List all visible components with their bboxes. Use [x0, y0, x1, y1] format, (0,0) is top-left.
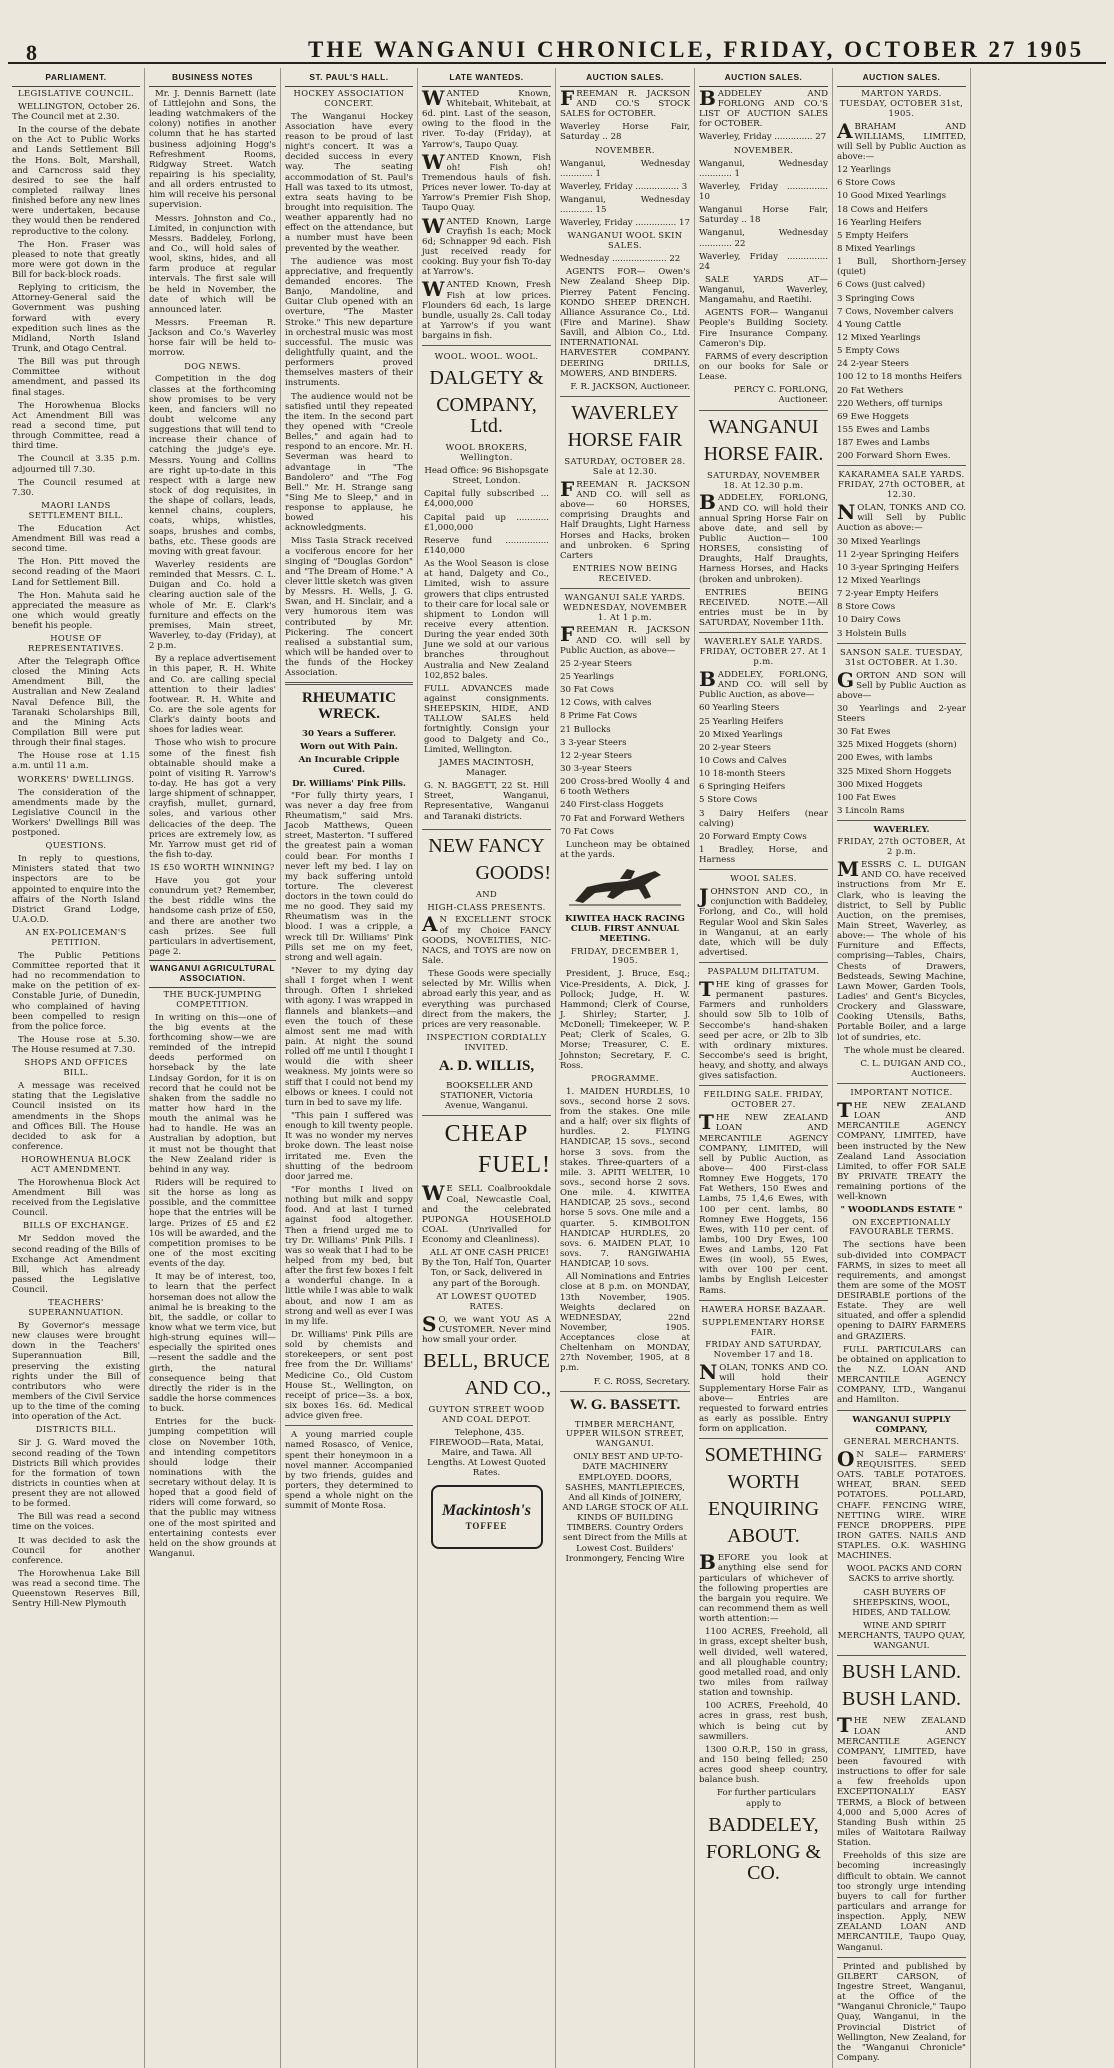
paragraph: President, J. Bruce, Esq.; Vice-Presidents, A. Dick, J. Pollock; Judge, H. W. Hammond; Clerk of Course, J. Shirley; Starter, J. McDonell; Timekeeper, W. P. Peat; Clerk of Scales, G. Morse; Treasurer, C. E. Johnston; Secretary, F. C. Ross.	[560, 969, 690, 1071]
subheading: AN EX-POLICEMAN'S PETITION.	[25, 927, 127, 947]
paragraph: GORTON AND SON will Sell by Public Auction as above—	[837, 667, 966, 701]
stock-line: 20 Mixed Yearlings	[699, 729, 783, 740]
paragraph: Waverley residents are reminded that Messrs. C. L. Duigan and Co. hold a clearing auction sale of the whole of Mr. E. Clark's furniture and effects on the premises, Main street, Waverley, to-day (Friday), at 2 p.m.	[149, 560, 276, 652]
subheading: SHOPS AND OFFICES BILL.	[24, 1057, 128, 1078]
stock-line: 24 2-year Steers	[837, 359, 909, 370]
ad-subline: SATURDAY, NOVEMBER 18. At 12.30 p.m.	[706, 469, 821, 490]
paragraph: SO, we want YOU AS A CUSTOMER. Never mind how small your order.	[422, 1311, 551, 1345]
subheading: HOROWHENUA BLOCK ACT AMENDMENT.	[21, 1154, 131, 1175]
stock-line: 100 Fat Ewes	[837, 792, 896, 803]
sale-date-line: Wanganui, Wednesday ............ 22	[699, 228, 828, 249]
stock-line: 1 Bull, Shorthorn-Jersey (quiet)	[837, 257, 966, 278]
publisher-imprint: Printed and published by GILBERT CARSON, of Ingestre Street, Wanganui, at the Office of the "Wanganui Chronicle," Taupo Quay, Wanganui, in the Provincial District of Wellington, New Zealand, for the "Wanganui Chronicle" Company.	[837, 1961, 966, 2063]
ad-subline: ENTRIES NOW BEING RECEIVED.	[572, 562, 678, 583]
paragraph: The House rose at 5.30. The House resumed at 7.30.	[12, 1035, 140, 1056]
stock-line: 7 Cows, November calvers	[837, 306, 954, 317]
paragraph: 100 ACRES, Freehold, 40 acres in grass, rest bush, which is being cut by sawmillers.	[699, 1701, 828, 1742]
paragraph: The Horowhenua Blocks Act Amendment Bill was read a second time, put through Committee, read a third time.	[12, 400, 140, 452]
paragraph: "For fully thirty years, I was never a day free from Rheumatism," said Mrs. Jacob Matthews, Queen street, Masterton. "I suffered the greatest pain a woman could bear. For months I never left my bed. I lay on my back suffering untold torture. The cleverest doctors in the town could do me no good. They said my Rheumatism was in the blood. I was a cripple, a wreck till Dr. Williams' Pink Pills set me on my feet, strong and well again.	[285, 790, 413, 963]
signature: F. C. ROSS, Secretary.	[593, 1376, 690, 1387]
paragraph: Mr. J. Dennis Barnett (late of Littlejohn and Sons, the leading watchmakers of the colony) notifies in another column that he has started business adjoining Hogg's Refreshment Rooms, Ridgway Street. Watch repairing is his speciality, and all orders entrusted to him will receive his personal supervision.	[149, 88, 276, 211]
paragraph: The Public Petitions Committee reported that it had no recommendation to make on the petition of ex-Constable Jurie, of Dunedin, who complained of having been compelled to resign from the police force.	[12, 950, 140, 1032]
stock-line: 20 Fat Wethers	[837, 385, 904, 396]
ad-headline: COMPANY, Ltd.	[436, 394, 537, 438]
subheading: WORKERS' DWELLINGS.	[17, 773, 135, 784]
ad-headline: CHEAP	[444, 1120, 529, 1147]
subheading: NOVEMBER.	[733, 144, 794, 155]
column-parliament	[8, 68, 145, 2068]
logo-text: Mackintosh's	[442, 1501, 531, 1519]
classified-ad: WANTED Known, Whitebait, Whitebait, at 6d. pint. Last of the season, owing to the flood in the river. To-day (Friday), at Yarrow's, Taupo Quay.	[422, 85, 551, 150]
paragraph: The sections have been sub-divided into COMPACT FARMS, in sizes to meet all requirements, and amongst them are some of the MOST DESIRABLE portions of the Estate. They are well situated, and offer a splendid opening to DAIRY FARMERS and GRAZIERS.	[837, 1240, 966, 1342]
paragraph: NOLAN, TONKS AND CO. will Sell by Public Auction as above:—	[837, 500, 966, 534]
subheading: WANGANUI SUPPLY COMPANY,	[852, 1414, 951, 1435]
paragraph: FREEMAN R. JACKSON AND CO.'S STOCK SALES for OCTOBER.	[560, 85, 690, 120]
column-auction-sales-jackson	[556, 68, 695, 2068]
stock-line: 12 2-year Steers	[560, 750, 632, 761]
paragraph: ABRAHAM AND WILLIAMS, LIMITED, will Sell by Public Auction as above:—	[837, 118, 966, 163]
stock-line: 20 Forward Empty Cows	[699, 831, 807, 842]
stock-line: 4 Young Cattle	[837, 319, 902, 330]
subheading: TEACHERS' SUPERANNUATION.	[28, 1297, 124, 1318]
paragraph: The whole must be cleared.	[844, 1045, 965, 1056]
stock-line: 12 Mixed Yearlings	[837, 333, 921, 344]
paragraph: Have you got your conundrum yet? Remember, the best riddle wins the handsome cash prize of £50, and there are another two cash prizes. See full particulars in advertisement, page 2.	[149, 875, 276, 957]
paragraph: The Hon. Pitt moved the second reading of the Maori Land for Settlement Bill.	[12, 557, 140, 588]
paragraph: SALE YARDS AT— Wanganui, Waverley, Mangamahu, and Raetihi.	[699, 274, 828, 306]
section-heading: WANGANUI AGRICULTURAL ASSOCIATION.	[150, 963, 275, 984]
sale-date-line: Wednesday .................... 22	[560, 254, 681, 265]
paragraph: It may be of interest, too, to learn that the perfect horseman does not allow the animal he is breaking to the bit, the saddle, or collar to know what we term vice, but high-strung equines will—especially the spirited ones—resent the saddle and the girth, the natural consequence being that directly the rider is in the saddle the horse commences to buck.	[149, 1272, 276, 1415]
dalgety-advertisement	[422, 345, 551, 829]
stock-line: 25 2-year Steers	[560, 658, 632, 669]
ad-headline: BUSH LAND.	[842, 1688, 961, 1711]
sale-date-line: Waverley, Friday .............. 27	[699, 132, 827, 143]
paragraph: Mr Seddon moved the second reading of the Bills of Exchange Act Amendment Bill, which has already passed the Legislative Council.	[12, 1234, 140, 1296]
stock-line: 6 Springing Heifers	[699, 782, 786, 793]
ad-headline: SOMETHING	[704, 1444, 823, 1467]
paragraph: Messrs. Johnston and Co., Limited, in conjunction with Messrs. Baddeley, Forlong, and Co., will hold sales of wool, skins, hides, and all farm produce at regular intervals. The first sale will be held in November, the date of which will be announced later.	[149, 213, 276, 315]
stock-line: 21 Bullocks	[560, 724, 611, 735]
logo-text: TOFFEE	[465, 1520, 508, 1531]
stock-line: 10 Good Mixed Yearlings	[837, 191, 947, 202]
subheading: PROGRAMME.	[591, 1072, 659, 1083]
paragraph: In the course of the debate on the Act to Public Works and Lands Settlement Bill the Hons. Bolt, Marshall, and Carncross said they desired to see the half completed railway lines finished before any new lines were undertaken, because they would then be rendered reproductive to the colony.	[12, 125, 140, 237]
paragraph: These Goods were specially selected by Mr. Willis when abroad early this year, and as everything was purchased direct from the makers, the prices are very reasonable.	[422, 969, 551, 1030]
ad-kicker: WOOL. WOOL. WOOL.	[434, 351, 539, 362]
paragraph: In writing on this—one of the big events at the forthcoming show—we are reminded of the intrepid deeds performed on horseback by the late Lindsay Gordon, for it is on record that he could not be shaken from the saddle no matter how hard in the mouth the animal was he had to handle. He was an Australian by adoption, but it must not be thought that the New Zealand rider is behind in any way.	[149, 1012, 276, 1175]
ad-headline: W. G. BASSETT.	[569, 1396, 681, 1413]
paragraph: All Nominations and Entries close at 8 p.m. on MONDAY, 13th November, 1905. Weights declared on WEDNESDAY, 22nd November, 1905. Acceptances close at Cheltenham on MONDAY, 27th November, 1905, at 8 p.m.	[560, 1272, 690, 1374]
paragraph: Miss Tasia Strack received a vociferous encore for her singing of "Douglas Gordon" and "The Dream of Home." A clever little sketch was given by Messrs. H. Wells, J. G. Swan, and H. Sinclair, and a very humorous item was contributed by Mr. Pickering. The concert realised a substantial sum, which will be handed over to the funds of the Hockey Association.	[285, 536, 413, 679]
paragraph: The Wanganui Hockey Association have every reason to be proud of last night's concert. It was a decided success in every way. The seating accommodation of St. Paul's Hall was taxed to its utmost, extra seats having to be brought into requisition. The weather apparently had no effect on the attendance, but a number must have been prevented by the weather.	[285, 111, 413, 254]
stock-line: 1 Bradley, Horse, and Harness	[699, 844, 828, 866]
section-heading: AUCTION SALES.	[724, 72, 803, 82]
signature: F. R. JACKSON, Auctioneer.	[570, 381, 690, 392]
ad-headline: A. D. WILLIS,	[438, 1057, 535, 1074]
stock-line: 240 First-class Hoggets	[560, 800, 664, 811]
ad-headline: WAVERLEY	[571, 402, 679, 424]
sale-date-line: Waverley, Friday ............... 24	[699, 251, 828, 272]
subheading: LEGISLATIVE COUNCIL.	[18, 87, 134, 98]
ad-subline: INSPECTION CORDIALLY INVITED.	[426, 1032, 547, 1052]
ad-headline: GOODS!	[475, 861, 551, 884]
stock-line: 325 Mixed Shorn Hoggets	[837, 766, 952, 777]
stock-line: 16 Yearling Heifers	[837, 217, 922, 228]
paragraph: "For months I lived on nothing but milk and soppy food. And at last I turned against food altogether. Then a friend urged me to try Dr. Williams' Pink Pills. I was so weak that I had to be helped from my bed, but after the first few boxes I felt a wonderful change. In a little while I was able to walk about, and now I am as strong and well as ever I was in my life.	[285, 1185, 413, 1327]
paragraph: The Horowhenua Lake Bill was read a second time. The Queenstown Reserves Bill, Sentry Hill-New Plymouth	[12, 1569, 140, 1610]
ad-headline: HORSE FAIR.	[703, 442, 824, 465]
sale-date-line: Waverley Horse Fair, Saturday .. 28	[560, 122, 690, 143]
paragraph: A message was received stating that the Legislative Council insisted on its amendments in the Shops and Offices Bill. The House decided to ask for a conference.	[12, 1081, 140, 1152]
paragraph: BADDELEY, FORLONG, AND CO. will hold their annual Spring Horse Fair on above date, and sell by Public Auction— 100 HORSES, consisting of Draughts, Half Draughts, Harness Horses, and Hacks (broken and unbroken).	[699, 490, 828, 585]
signature: JAMES MACINTOSH, Manager.	[439, 757, 534, 778]
paragraph: ALL AT ONE CASH PRICE! By the Ton, Half Ton, Quarter Ton, or Sack, delivered in any part of the Borough.	[422, 1248, 551, 1289]
subheading: IS £50 WORTH WINNING?	[150, 862, 275, 873]
paragraph: The Hon. Mahuta said he appreciated the measure as one which would greatly benefit his people.	[12, 590, 140, 632]
stock-line: 70 Fat and Forward Wethers	[560, 813, 685, 824]
paragraph: Head Office: 96 Bishopsgate Street, London.	[424, 466, 549, 487]
stock-line: 200 Cross-bred Woolly 4 and 6 tooth Wethers	[560, 777, 690, 798]
paragraph: Riders will be required to sit the horse as long as possible, and the committee hope that the entries will be large. Prizes of £5 and £2 10s will be awarded, and the competition promises to be one of the most exciting events of the day.	[149, 1177, 276, 1270]
subheading: SANSON SALE. TUESDAY, 31st OCTOBER. At 1.30.	[840, 646, 963, 667]
subheading: FRIDAY AND SATURDAY, November 17 and 18.	[705, 1339, 822, 1360]
stock-line: 25 Yearlings	[560, 672, 614, 683]
capital-line: Capital fully subscribed ... £4,000,000	[424, 489, 549, 510]
subheading: HOUSE OF REPRESENTATIVES.	[28, 633, 124, 654]
paragraph: It was decided to ask the Council for another conference.	[12, 1535, 140, 1566]
stock-line: 5 Store Cows	[699, 795, 758, 806]
paragraph: BADDELEY, FORLONG, AND CO. will sell by Public Auction, as above—	[699, 666, 828, 701]
paragraph: WELLINGTON, October 26. The Council met at 2.30.	[12, 101, 140, 122]
ad-headline: AND CO.,	[464, 1377, 551, 1399]
ad-headline: BELL, BRUCE	[423, 1350, 550, 1372]
stock-line: 3 3-year Steers	[560, 737, 627, 748]
paragraph: FREEMAN R. JACKSON AND CO. will sell by Public Auction, as above—	[560, 622, 690, 656]
paragraph: 1. MAIDEN HURDLES, 10 sovs., second horse 2 sovs. from the stakes. One mile and a half; over six flights of hurdles. 2. FLYING HANDICAP, 15 sovs., second horse 3 sovs. from the stakes. Three-quarters of a mile. 3. APITI WELTER, 10 sovs., second horse 2 sovs. One mile. 4. KIWITEA HANDICAP, 25 sovs., second horse 5 sovs. One mile and a quarter. 5. KIMBOLTON HANDICAP HURDLES, 20 sovs. 6. MAIDEN PLAT, 10 sovs. 7. RANGIWAHIA HANDICAP, 10 sovs.	[560, 1086, 690, 1270]
page-columns	[8, 68, 1106, 2063]
paragraph: NOLAN, TONKS AND CO. will hold their Supplementary Horse Fair as above— Entries are requested to forward entries as early as possible. Entry form on application.	[699, 1360, 828, 1435]
subheading: QUESTIONS.	[45, 840, 107, 851]
stock-line: 155 Ewes and Lambs	[837, 425, 930, 435]
paragraph: ON SALE— FARMERS' REQUISITES. SEED OATS. TABLE POTATOES. WHEAT, BRAN. SEED POTATOES. POLLARD, CHAFF. FENCING WIRE, NETTING WIRE. WIRE FENCE DROPPERS. PIPE IRON GATES. NAILS AND STAPLES. O.K. WASHING MACHINES.	[837, 1446, 966, 1562]
stock-line: 12 Cows, with calves	[560, 698, 652, 709]
stock-line: 220 Wethers, off turnips	[837, 398, 943, 409]
paragraph: "Never to my dying day shall I forget when I went through. Often I shrieked with agony. I was wrapped in flannels and blankets—and even the touch of these almost sent me mad with pain. At night the sound rolled off me until I thought I would die with sheer weakness. My joints were so stiff that I could not bend my elbows or knees. I could not turn in bed to save my life.	[285, 966, 413, 1108]
paragraph: Entries for the buck-jumping competition will close on November 10th, and intending competitors should lodge their nominations with the secretary without delay. It is hoped that a good field of riders will come forward, so that the public may witness one of the most spirited and entertaining contests ever held on the show grounds at Wanganui.	[149, 1417, 276, 1560]
stock-line: 6 Cows (just calved)	[837, 280, 926, 291]
stock-line: 12 Yearlings	[837, 165, 891, 176]
ad-subline: 30 Years a Sufferer.	[302, 728, 396, 739]
paragraph: The Bill was put through Committee without amendment, and passed its final stages.	[12, 357, 140, 398]
ad-subline: TIMBER MERCHANT, UPPER WILSON STREET, WANGANUI.	[565, 1418, 685, 1449]
stock-line: 60 Yearling Steers	[699, 703, 780, 714]
paragraph: THE NEW ZEALAND LOAN AND MERCANTILE AGENCY COMPANY, LIMITED, will sell by Public Auction, as above— 400 First-class Romney Ewe Hoggets, 170 Fat Wethers, 150 Ewes and Lambs, 75 1,4,6 Ewes, with 100 per cent. lambs, 80 Romney Ewe Hoggets, 156 Ewes, with 110 per cent. of lambs, 100 Dry Ewes, 100 Ewes and Lambs, 120 Fat Ewes (in wool), 55 Ewes, with over 100 per cent. lambs by English Leicester Rams.	[699, 1110, 828, 1296]
subheading: WANGANUI SALE YARDS. WEDNESDAY, NOVEMBER 1. At 1 p.m.	[563, 591, 687, 622]
ad-subline: An Incurable Cripple Cured.	[298, 755, 400, 776]
signature: PERCY C. FORLONG, Auctioneer.	[733, 385, 828, 406]
paragraph: FULL PARTICULARS can be obtained on application to the N.Z. LOAN AND MERCANTILE AGENCY COMPANY, LTD., Wanganui and Hamilton.	[837, 1344, 966, 1406]
classified-ad: WANTED Known, Fresh Fish at low prices. Flounders 6d each, 1s large bundle, usually 2s. Call today at Yarrow's if you want bargains in fish.	[422, 277, 551, 342]
paragraph: WINE AND SPIRIT MERCHANTS, TAUPO QUAY, WANGANUI.	[837, 1621, 966, 1652]
column-st-pauls-hall	[281, 68, 418, 2068]
stock-line: 3 Springing Cows	[837, 293, 915, 304]
paragraph: AGENTS FOR— Owen's New Zealand Sheep Dip. Pierrey Patent Fencing. KONDO SHEEP DRENCH. Alliance Assurance Co., Ltd. (Fire and Marine). Shaw Savill, and Albion Co., Ltd. INTERNATIONAL HARVESTER COMPANY. DEERING DRILLS, MOWERS, AND BINDERS.	[560, 267, 690, 379]
paragraph: ENTRIES BEING RECEIVED. NOTE.—All entries must be in by SATURDAY, November 11th.	[699, 587, 828, 629]
paragraph: As the Wool Season is close at hand, Dalgety and Co., Limited, wish to assure growers that clips entrusted to their care for local sale or shipment to London will receive every attention. During the year ended 30th June we sold at our various branches throughout Australia and New Zealand 102,852 bales.	[424, 559, 549, 681]
stock-line: 30 Fat Ewes	[837, 727, 891, 738]
stock-line: 8 Mixed Yearlings	[837, 244, 916, 255]
ad-headline: NEW FANCY	[428, 834, 545, 857]
paragraph: AN EXCELLENT STOCK of my Choice FANCY GOODS, NOVELTIES, NIC-NACS, and TOYS are now on Sale.	[422, 912, 551, 967]
stock-line: 70 Fat Cows	[560, 826, 614, 837]
paragraph: THE king of grasses for permanent pastures. Farmers and runholders should sow 5lb to 10lb of Seccombe's hand-shaken seed per acre, or 2lb to 3lb with ordinary mixtures. Seccombe's seed is bright, heavy, and shotty, and always gives satisfaction.	[699, 977, 828, 1082]
classified-ad: WANTED Known, Large Crayfish 1s each; Mock 6d; Schnapper 9d each. Fish just received ready for cooking. Buy your fish To-day at Yarrow's.	[422, 213, 551, 278]
subheading: NOVEMBER.	[595, 144, 655, 155]
stock-line: 5 Empty Heifers	[837, 230, 909, 241]
subheading: DOG NEWS.	[184, 360, 241, 371]
stock-line: 5 Empty Cows	[837, 346, 900, 357]
paragraph: The House rose at 1.15 a.m. until 11 a.m.	[12, 751, 140, 772]
stock-line: 20 2-year Steers	[699, 742, 771, 753]
ad-headline: WANGANUI	[708, 415, 819, 438]
paragraph: WE SELL Coalbrookdale Coal, Newcastle Coal, and the celebrated PUPONGA HOUSEHOLD COAL (Unrivalled for Economy and Cleanliness).	[422, 1181, 551, 1246]
subheading: MARTON YARDS. TUESDAY, OCTOBER 31st, 1905.	[839, 87, 964, 118]
paragraph: Those who wish to procure some of the finest fish obtainable should make a point of visiting R. Yarrow's to-day. He has got a very large shipment of schnapper, crayfish, mullet, gurnard, soles, and various other delicacies of the deep. The prices are extremely low, as Mr. Yarrow must get rid of the fish to-day.	[149, 738, 276, 860]
paragraph: FREEMAN R. JACKSON AND CO. will sell as above— 60 HORSES, comprising Draughts and Half Draughts, Light Harness Horses and Hacks, broken and unbroken. 6 Spring Carters	[560, 476, 690, 561]
stock-line: 12 Mixed Yearlings	[837, 575, 921, 586]
sale-date-line: Wanganui, Wednesday ............ 1	[699, 158, 828, 179]
paragraph: "This pain I suffered was enough to kill twenty people. It was no wonder my nerves broke down. The least noise irritated me. Even the shutting of the bedroom door jarred me.	[285, 1111, 413, 1182]
paragraph: In reply to questions, Ministers stated that two inspectors are to be appointed to enquire into the affairs of the North Island District Grand Lodge, U.A.O.D.	[12, 854, 140, 925]
paragraph: THE NEW ZEALAND LOAN AND MERCANTILE AGENCY COMPANY, LIMITED, have been favoured with instructions to offer for sale a few freeholds upon EXCEPTIONALLY EASY TERMS, a Block of between 4,000 and 5,000 Acres of Standing Bush within 25 miles of Waitotara Railway Station.	[837, 1713, 966, 1849]
paragraph: The Council resumed at 7.30.	[12, 477, 140, 498]
capital-line: Reserve fund ................ £140,000	[424, 535, 549, 556]
ad-headline: RHEUMATIC WRECK.	[302, 690, 396, 723]
ad-headline: HORSE FAIR	[567, 429, 683, 451]
ad-subline: SATURDAY, OCTOBER 28. Sale at 12.30.	[564, 456, 686, 476]
paragraph: The Hon. Fraser was pleased to note that greatly more were got down in the Bill for back-block roads.	[12, 239, 140, 281]
paragraph: After the Telegraph Office closed the Mining Acts Amendment Bill, the Australian and New Zealand Naval Defence Bill, the Taranaki Scholarships Bill, and the Mining Acts Compilation Bill were put through their final stages.	[12, 657, 140, 749]
paragraph: BADDELEY AND FORLONG AND CO.'S LIST OF AUCTION SALES for OCTOBER.	[699, 85, 828, 130]
subheading: DISTRICTS BILL.	[35, 1424, 117, 1435]
subheading: KAKARAMEA SALE YARDS. FRIDAY, 27th OCTOBER, at 12.30.	[837, 469, 966, 500]
paragraph: A young married couple named Rosasco, of Venice, spent their honeymoon in a novel manner. Accompanied by two friends, guides and porters, they determined to spend a whole night on the summit of Monte Rosa.	[285, 1430, 413, 1512]
paragraph: The consideration of the amendments made by the Legislative Council in the Workers' Dwellings Bill was postponed.	[12, 787, 140, 839]
section-heading: PARLIAMENT.	[45, 72, 107, 82]
classified-ad: WANTED Known, Fish oh! Fish oh! Tremendous hauls of fish. Prices never lower. To-day at Yarrow's Premier Fish Shop, Taupo Quay.	[422, 149, 551, 214]
ad-headline: BUSH LAND.	[842, 1661, 961, 1684]
subheading: WOOL SALES.	[730, 873, 797, 884]
sale-date-line: Waverley, Friday ............... 10	[699, 181, 828, 202]
ad-subline: GUYTON STREET WOOD AND COAL DEPOT.	[428, 1404, 545, 1424]
paragraph: For further particulars apply to	[717, 1788, 816, 1809]
subheading: WAVERLEY.	[873, 825, 930, 836]
stock-line: 200 Forward Shorn Ewes.	[837, 451, 951, 462]
paragraph: The audience was most appreciative, and frequently demanded encores. The Banjo, Mandoline, and Guitar Club opened with an overture, "The Master Stroke." This new departure in orchestral music was most successful. The music was delightfully quaint, and the performers proved themselves masters of their instruments.	[285, 256, 413, 389]
stock-line: 18 Cows and Heifers	[837, 204, 928, 215]
stock-line: 69 Ewe Hoggets	[837, 411, 909, 422]
racehorse-illustration-icon	[560, 864, 690, 910]
paragraph: The Education Act Amendment Bill was read a second time.	[12, 523, 140, 555]
paragraph: Competition in the dog classes at the forthcoming show promises to be very keen, and fanciers will no doubt welcome any suggestions that will tend to increase their chance of catching the judge's eye. Messrs. Young and Collins are right up-to-date in this respect with a large new stock of dog requisites, in the shape of collars, leads, kennel chains, couplers, coats, whips, whistles, soaps, brushes and combs, baths, etc. These goods are moving with great favour.	[149, 374, 276, 557]
subheading: KIWITEA HACK RACING CLUB. FIRST ANNUAL MEETING.	[565, 914, 685, 945]
column-right-edge	[971, 68, 1106, 2068]
ad-subline: AT LOWEST QUOTED RATES.	[436, 1290, 537, 1311]
paragraph: Messrs. Freeman R. Jackson and Co.'s Waverley horse fair will be held to-morrow.	[149, 318, 276, 359]
subheading: MAORI LANDS SETTLEMENT BILL.	[28, 500, 124, 520]
ad-headline: DALGETY &	[429, 367, 544, 390]
sale-date-line: Wanganui, Wednesday ............ 15	[560, 194, 690, 216]
paragraph: Telephone, 435. FIREWOOD—Rata, Matai, Maire, and Tawa. All Lengths. At Lowest Quoted Rates.	[427, 1427, 546, 1479]
paragraph: 1300 O.R.P., 150 in grass, and 150 being felled; 250 acres good sheep country, balance bush.	[699, 1744, 828, 1786]
stock-line: 3 Lincoln Rams	[837, 806, 905, 817]
paragraph: THE NEW ZEALAND LOAN AND MERCANTILE AGENCY COMPANY, LIMITED, have been instructed by the New Zealand Land Association Limited, to offer FOR SALE BY PRIVATE TREATY the remaining portions of the well-known	[837, 1098, 966, 1203]
paragraph: BOOKSELLER AND STATIONER, Victoria Avenue, Wanganui.	[439, 1080, 533, 1111]
masthead	[8, 6, 1106, 64]
stock-line: 3 Dairy Heifers (near calving)	[699, 808, 828, 829]
section-heading: ST. PAUL'S HALL.	[309, 72, 389, 82]
signature: C. L. DUIGAN AND CO., Auctioneers.	[860, 1058, 966, 1079]
page-number: 8	[26, 40, 37, 65]
paragraph: FULL ADVANCES made against consignments. SHEEPSKIN, HIDE, AND TALLOW SALES held fortnightly. Consign your good to Dalgety and Co., Limited, Wellington.	[424, 683, 549, 755]
paragraph: AGENTS FOR— Wanganui People's Building Society. Fire Insurance Company. Cameron's Dip.	[699, 308, 828, 349]
stock-line: 3 Holstein Bulls	[837, 628, 907, 639]
stock-line: 8 Prime Fat Cows	[560, 711, 638, 722]
sale-date-line: Wanganui, Wednesday ............ 1	[560, 158, 690, 179]
subheading: FRIDAY, 27th OCTOBER, At 2 p.m.	[837, 836, 966, 857]
stock-line: 187 Ewes and Lambs	[837, 438, 930, 449]
paragraph: Freeholds of this size are becoming increasingly difficult to obtain. We cannot too strongly urge intending buyers to call for further particulars and arrange for inspection. Apply, NEW ZEALAND LOAN AND MERCANTILE, Taupo Quay, Wanganui.	[837, 1851, 966, 1953]
subheading: BILLS OF EXCHANGE.	[22, 1220, 129, 1231]
ad-headline: ENQUIRING	[707, 1498, 820, 1521]
subheading: HAWERA HORSE BAZAAR.	[701, 1303, 826, 1314]
paragraph: Replying to criticism, the Attorney-General said the Government was pushing forward with every expedition such lines as the Midland, North Island Trunk, and Otago Central.	[12, 283, 140, 355]
stock-line: 30 3-year Steers	[560, 764, 632, 775]
paragraph: Sir J. G. Ward moved the second reading of the Town Districts Bill which provides for the formation of town districts in counties when at present they are not allowed to be formed.	[12, 1438, 140, 1510]
sale-date-line: Waverley, Friday ............... 17	[560, 218, 690, 229]
section-heading: AUCTION SALES.	[862, 72, 941, 82]
sale-date-line: Waverley, Friday ................ 3	[560, 181, 688, 192]
stock-line: 6 Store Cows	[837, 178, 896, 189]
paragraph: WOOL PACKS AND CORN SACKS to arrive shortly.	[846, 1564, 963, 1585]
ad-headline: WORTH	[727, 1471, 800, 1494]
stock-line: 11 2-year Springing Heifers	[837, 549, 959, 560]
stock-line: 325 Mixed Hoggets (shorn)	[837, 740, 957, 751]
paragraph: Luncheon may be obtained at the yards.	[560, 839, 690, 860]
paragraph: The Horowhenua Block Act Amendment Bill was received from the Legislative Council.	[12, 1177, 140, 1219]
stock-line: 30 Yearlings and 2-year Steers	[837, 703, 966, 725]
paragraph: MESSRS C. L. DUIGAN AND CO. have received instructions from Mr E. Clark, who is leaving the district, to Sell by Public Auction, on the premises, Main Street, Waverley, as above:— The whole of his Furniture and Effects, comprising—Tables, Chairs, Chests of Drawers, Bedsteads, Sewing Machine, Lawn Mower, Garden Tools, Ladies' and Gent's Bicycles, Crockery and Glassware, Cooking Utensils, Baths, Portable Boiler, and a large lot of sundries, etc.	[837, 857, 966, 1043]
subheading: GENERAL MERCHANTS.	[843, 1435, 960, 1446]
stock-line: 300 Mixed Hoggets	[837, 779, 923, 790]
section-heading: LATE WANTEDS.	[449, 72, 524, 82]
stock-line: 100 12 to 18 months Heifers	[837, 372, 962, 383]
ad-subline: WOOL BROKERS, Wellington.	[445, 442, 528, 463]
paragraph: G. N. BAGGETT, 22 St. Hill Street, Wanganui, Representative, Wanganui and Taranaki districts.	[424, 781, 549, 822]
ad-headline: ABOUT.	[727, 1525, 800, 1548]
sale-date-line: Wanganui Horse Fair, Saturday .. 18	[699, 205, 828, 226]
ad-subline: HIGH-CLASS PRESENTS.	[427, 901, 546, 912]
stock-line: 10 Cows and Calves	[699, 755, 787, 766]
mackintosh-toffee-logo	[431, 1485, 543, 1549]
paragraph: Dr. Williams' Pink Pills are sold by chemists and storekeepers, or sent post free from the Dr. Williams' Medicine Co., Old Custom House St., Wellington, on receipt of price—3s. a box, six boxes 16s. 6d. Medical advice given free.	[285, 1329, 413, 1422]
paragraph: By Governor's message new clauses were brought down in the Teachers' Superannuation Bill, preserving the existing rights under the Bill of contributors who were members of the Civil Service up to the time of the coming into operation of the Act.	[12, 1321, 140, 1423]
subheading: WAVERLEY SALE YARDS. FRIDAY, OCTOBER 27. At 1 p.m.	[699, 636, 828, 667]
stock-line: 10 18-month Steers	[699, 769, 786, 780]
column-auction-sales-baddeley	[695, 68, 833, 2068]
subheading: HOCKEY ASSOCIATION CONCERT.	[293, 87, 405, 108]
capital-line: Capital paid up ............ £1,000,000	[424, 512, 549, 533]
column-business-notes	[145, 68, 281, 2068]
subheading: " WOODLANDS ESTATE "	[840, 1205, 963, 1216]
column-auction-sales-marton	[833, 68, 971, 2068]
ad-subline: Worn out With Pain.	[300, 742, 398, 753]
paragraph: The audience would not be satisfied until they repeated the item. In the second part they opened with "Creole Belles," and again had to respond to an encore. Mr. H. Severman was heard to advantage in "The Bandolero" and "The Fog Bell." Mr. H. Strange sang "Sing Me to Sleep," and in response to applause, he bowed his acknowledgments.	[285, 391, 413, 534]
stock-line: 7 2-year Empty Heifers	[837, 589, 939, 600]
section-heading: AUCTION SALES.	[586, 72, 664, 82]
subheading: WANGANUI WOOL SKIN SALES.	[567, 230, 683, 251]
subheading: THE BUCK-JUMPING COMPETITION.	[163, 988, 262, 1009]
paragraph: FARMS of every description on our books for Sale or Lease.	[699, 351, 828, 383]
ad-subline: AND	[475, 888, 498, 899]
subheading: FRIDAY, DECEMBER 1, 1905.	[570, 945, 680, 966]
paragraph: ONLY BEST AND UP-TO-DATE MACHINERY EMPLOYED. DOORS, SASHES, MANTLEPIECES, And all Kinds of JOINERY, AND LARGE STOCK OF ALL KINDS OF BUILDING TIMBERS. Country Orders sent Direct from the Mills at Lowest Cost. Builders' Ironmongery, Fencing Wire	[562, 1452, 688, 1564]
paragraph: By a replace advertisement in this paper, R. H. White and Co. are calling special attention to their ladies' footwear. R. H. White and Co. are the sole agents for Clark's dainty boots and shoes for ladies wear.	[149, 654, 276, 736]
ad-subline: Dr. Williams' Pink Pills.	[292, 778, 406, 789]
paragraph: JOHNSTON AND CO., in conjunction with Baddeley, Forlong, and Co., will hold Regular Wool and Skin Sales in Wanganui, at an early date, which will be duly advertised.	[699, 884, 828, 958]
paragraph: CASH BUYERS OF SHEEPSKINS, WOOL, HIDES, AND TALLOW.	[852, 1587, 951, 1618]
paragraph: 1100 ACRES, Freehold, all in grass, except shelter bush, well divided, well watered, and all ploughable country; good metalled road, and only two miles from railway station and township.	[699, 1627, 828, 1699]
newspaper-title: THE WANGANUI CHRONICLE, FRIDAY, OCTOBER 27 1905	[308, 37, 1085, 62]
stock-line: 200 Ewes, with lambs	[837, 753, 933, 764]
stock-line: 10 Dairy Cows	[837, 615, 901, 626]
subheading: PASPALUM DILITATUM.	[707, 966, 820, 977]
stock-line: 25 Yearling Heifers	[699, 716, 784, 727]
subheading: FEILDING SALE. FRIDAY, OCTOBER 27.	[703, 1089, 824, 1110]
ad-headline: BADDELEY,	[708, 1813, 819, 1836]
subheading: SUPPLEMENTARY HORSE FAIR.	[701, 1316, 826, 1337]
stock-line: 10 3-year Springing Heifers	[837, 562, 959, 573]
stock-line: 30 Fat Cows	[560, 685, 614, 696]
paragraph: The Council at 3.35 p.m. adjourned till 7.30.	[12, 454, 140, 475]
subheading: IMPORTANT NOTICE.	[850, 1087, 953, 1098]
stock-line: 30 Mixed Yearlings	[837, 536, 921, 547]
ad-headline: FORLONG & CO.	[705, 1840, 821, 1884]
stock-line: 8 Store Cows	[837, 602, 896, 613]
section-heading: BUSINESS NOTES	[172, 72, 253, 82]
ad-headline: FUEL!	[478, 1152, 551, 1179]
paragraph: BEFORE you look at anything else send for particulars of whichever of the following properties are the bargain you require. We can recommend them as well worth attention:—	[699, 1550, 828, 1625]
column-late-wanteds	[418, 68, 556, 2068]
paragraph: The Bill was read a second time on the voices.	[12, 1512, 140, 1533]
subheading: ON EXCEPTIONALLY FAVOURABLE TERMS.	[849, 1216, 954, 1237]
